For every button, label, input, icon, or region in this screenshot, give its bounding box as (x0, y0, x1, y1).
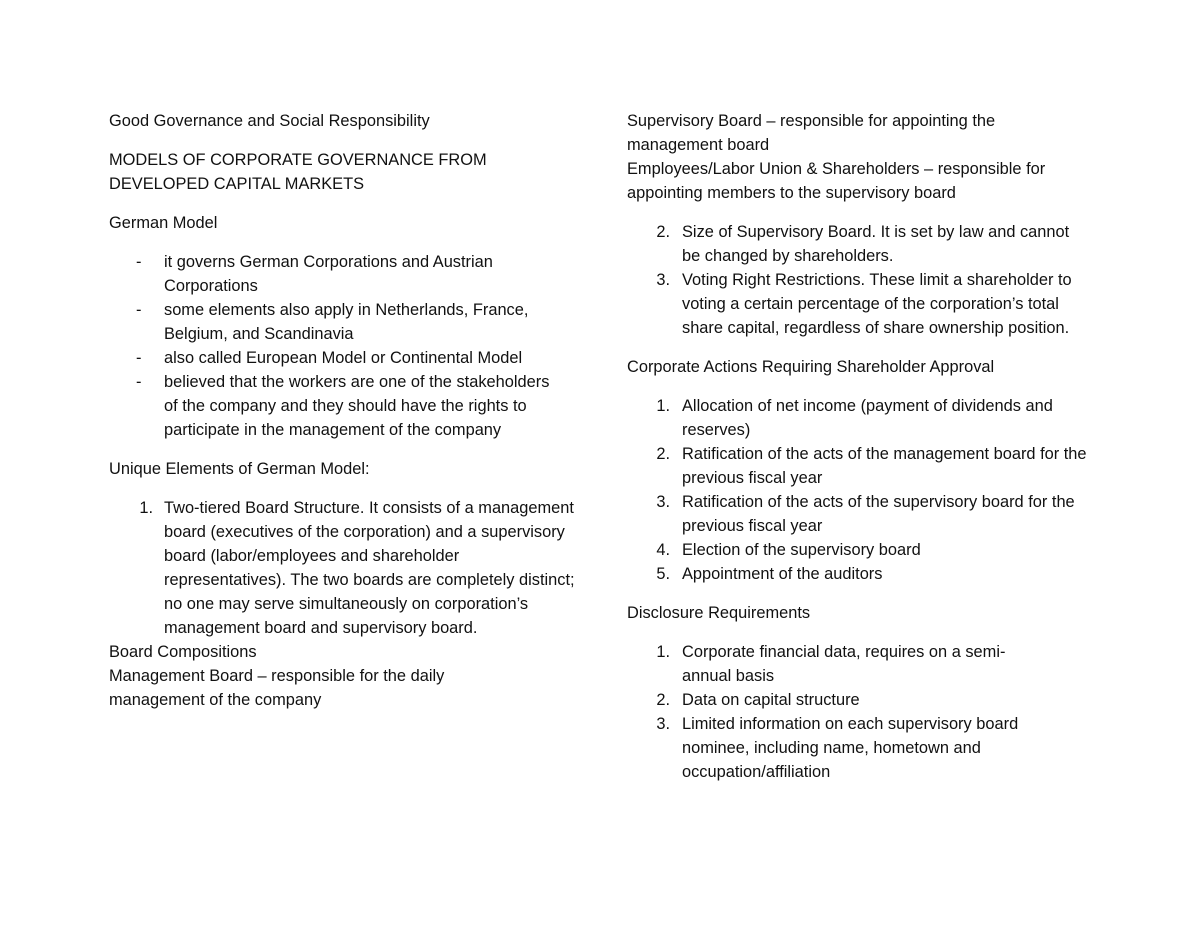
list-item-text: believed that the workers are one of the stakeholders of the company and they should have the rights to participate in the management of the company (164, 373, 550, 439)
left-column (109, 109, 584, 712)
disclosure-requirements-heading: Disclosure Requirements (627, 604, 811, 622)
list-item-text: Ratification of the acts of the management board for the previous fiscal year (682, 445, 1087, 487)
list-item (627, 220, 1102, 268)
management-board-text: Management Board – responsible for the daily management of the company (109, 667, 445, 709)
bullet-marker: - (136, 373, 142, 391)
german-model-bullet-list (109, 250, 584, 442)
unique-elements-list (109, 496, 584, 640)
list-item-text: Allocation of net income (payment of dividends and reserves) (682, 397, 1053, 439)
list-item-text: Data on capital structure (682, 691, 860, 709)
list-item (109, 250, 584, 298)
board-compositions-heading: Board Compositions (109, 643, 257, 661)
list-item-text: some elements also apply in Netherlands, France, Belgium, and Scandinavia (164, 301, 529, 343)
list-item (627, 712, 1102, 784)
document-title: Good Governance and Social Responsibility (109, 112, 430, 130)
bullet-marker: - (136, 301, 142, 319)
list-item-text: Ratification of the acts of the supervisory board for the previous fiscal year (682, 493, 1075, 535)
list-item-text: Limited information on each supervisory board nominee, including name, hometown and occupation/affiliation (682, 715, 1019, 781)
disclosure-requirements-list (627, 640, 1102, 784)
right-column (627, 109, 1102, 799)
list-item (627, 268, 1102, 340)
list-item (109, 298, 584, 346)
list-item (627, 394, 1102, 442)
list-number: 1. (656, 643, 670, 661)
list-item (627, 490, 1122, 538)
list-item-text: Two-tiered Board Structure. It consists of a management board (executives of the corporation) and a supervisory board (labor/employees and shareholder representatives). The two boards are completely distinct; no one may serve simultaneously on corporation’s management board and supervisory board. (164, 499, 575, 637)
list-number: 4. (656, 541, 670, 559)
list-number: 1. (139, 499, 153, 517)
list-item (109, 346, 584, 370)
list-item (627, 688, 1102, 712)
section-heading: MODELS OF CORPORATE GOVERNANCE FROM DEVELOPED CAPITAL MARKETS (109, 151, 487, 193)
list-item (627, 538, 1102, 562)
corporate-actions-heading: Corporate Actions Requiring Shareholder Approval (627, 358, 995, 376)
list-number: 2. (656, 223, 670, 241)
list-item (109, 370, 584, 442)
list-item-text: Appointment of the auditors (682, 565, 883, 583)
list-item-text: Election of the supervisory board (682, 541, 921, 559)
list-number: 3. (656, 271, 670, 289)
list-number: 1. (656, 397, 670, 415)
list-item-text: Voting Right Restrictions. These limit a shareholder to voting a certain percentage of the corporation’s total share capital, regardless of share ownership position. (682, 271, 1072, 337)
corporate-actions-list (627, 394, 1102, 586)
bullet-marker: - (136, 349, 142, 367)
german-model-heading: German Model (109, 214, 218, 232)
bullet-marker: - (136, 253, 142, 271)
supervisory-board-text: Supervisory Board – responsible for appointing the management board (627, 112, 996, 154)
list-number: 3. (656, 715, 670, 733)
employees-labor-union-text: Employees/Labor Union & Shareholders – responsible for appointing members to the supervisory board (627, 160, 1046, 202)
list-item (109, 496, 584, 640)
list-item (627, 640, 1102, 688)
list-item (627, 562, 1102, 586)
list-item-text: Size of Supervisory Board. It is set by law and cannot be changed by shareholders. (682, 223, 1070, 265)
list-number: 5. (656, 565, 670, 583)
list-number: 2. (656, 445, 670, 463)
unique-elements-continued-list (627, 220, 1102, 340)
list-item (627, 442, 1102, 490)
list-number: 2. (656, 691, 670, 709)
list-item-text: also called European Model or Continental Model (164, 349, 523, 367)
list-item-text: Corporate financial data, requires on a semi-annual basis (682, 643, 1006, 685)
list-item-text: it governs German Corporations and Austrian Corporations (164, 253, 493, 295)
list-number: 3. (656, 493, 670, 511)
unique-elements-heading: Unique Elements of German Model: (109, 460, 370, 478)
